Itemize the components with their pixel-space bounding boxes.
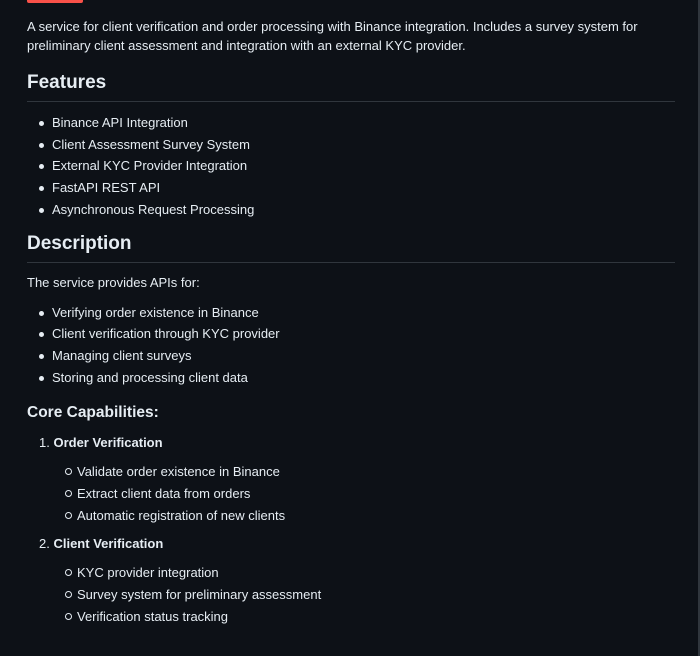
list-item: Binance API Integration xyxy=(52,112,675,134)
features-heading: Features xyxy=(27,70,675,102)
core-capabilities-heading: Core Capabilities: xyxy=(27,404,159,422)
capability-title-text: Client Verification xyxy=(53,536,164,552)
list-item: Verification status tracking xyxy=(77,606,675,628)
list-item: Extract client data from orders xyxy=(77,483,675,505)
capability-title-text: Order Verification xyxy=(53,435,163,451)
capability-items xyxy=(39,562,675,627)
description-list xyxy=(27,302,675,389)
readme-content xyxy=(27,17,675,634)
list-item: Survey system for preliminary assessment xyxy=(77,584,675,606)
capability-title xyxy=(39,532,675,556)
list-item: Managing client surveys xyxy=(52,345,675,367)
capability-section xyxy=(39,431,675,526)
list-item: Verifying order existence in Binance xyxy=(52,302,675,324)
capability-section xyxy=(39,532,675,627)
list-item: External KYC Provider Integration xyxy=(52,155,675,177)
intro-paragraph: A service for client verification and order processing with Binance integration. Includes a survey system for preliminary client assessment and integration with an external KYC provider. xyxy=(27,19,638,53)
list-item: Validate order existence in Binance xyxy=(77,461,675,483)
description-heading: Description xyxy=(27,231,675,263)
active-tab-indicator xyxy=(27,0,83,3)
capability-number: 1. xyxy=(39,435,50,451)
list-item: KYC provider integration xyxy=(77,562,675,584)
capabilities-list xyxy=(27,431,675,627)
list-item: Asynchronous Request Processing xyxy=(52,199,675,221)
list-item: Automatic registration of new clients xyxy=(77,505,675,527)
list-item: Client Assessment Survey System xyxy=(52,134,675,156)
capability-number: 2. xyxy=(39,536,50,552)
list-item: Client verification through KYC provider xyxy=(52,323,675,345)
description-lead: The service provides APIs for: xyxy=(27,274,200,290)
list-item: FastAPI REST API xyxy=(52,177,675,199)
list-item: Storing and processing client data xyxy=(52,367,675,389)
features-list xyxy=(27,112,675,221)
capability-title xyxy=(39,431,675,455)
capability-items xyxy=(39,461,675,526)
